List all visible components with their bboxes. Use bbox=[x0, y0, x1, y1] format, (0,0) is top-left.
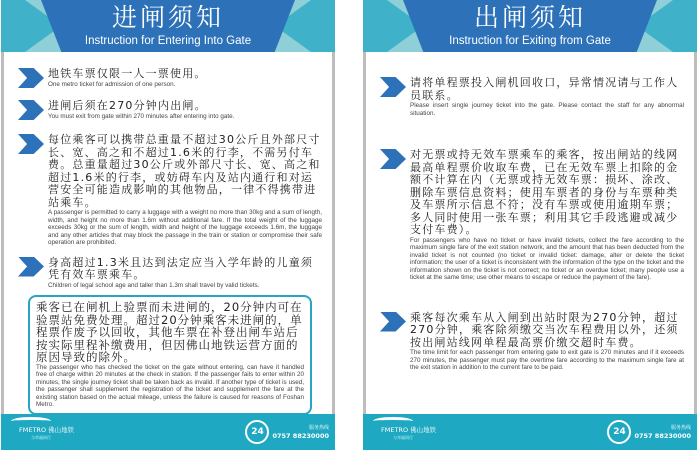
chevron-right-icon bbox=[18, 257, 44, 277]
item-text-cn: 身高超过1.3米且达到法定应当入学年龄的儿童须凭有效车票乘车。 bbox=[48, 255, 314, 281]
list-item bbox=[380, 77, 684, 117]
item-text-en: Please insert single journey ticket into the gate. Please contact the staff for any abnormal situation. bbox=[410, 102, 684, 117]
item-text-cn: 乘客每次乘车从入闸到出站时限为270分钟，超过270分钟，乘客除须缴交当次车程费用以外，还须按出闸站线网单程最高票价缴交超时车费。 bbox=[410, 310, 679, 349]
fmetro-logo bbox=[373, 417, 436, 441]
notice-text-en: The passenger who has checked the ticket on the gate without entering, can have it handled free of charge within 20 minutes at the check in station. If the passenger fails to enter within 20 minutes, the single journey ticket shall be taken back as invalid. If another type of ticket is used, the passenger shall supplement the registration of the ticket and supplement the fare at the existing station based on the actual mileage, unless the failure is caused for reasons of Foshan Metro. bbox=[36, 363, 304, 408]
fmetro-logo bbox=[11, 417, 74, 441]
instruction-list bbox=[380, 0, 684, 372]
chevron-right-icon bbox=[18, 68, 44, 88]
list-item bbox=[18, 134, 322, 247]
chevron-right-icon bbox=[380, 312, 406, 332]
poster-footer bbox=[363, 414, 697, 450]
item-text-en: One metro ticket for admission of one person. bbox=[48, 80, 176, 88]
chevron-right-icon bbox=[18, 134, 44, 154]
item-text-cn: 每位乘客可以携带总重量不超过30公斤且外部尺寸长、宽、高之和不超过1.6米的行李，不需另付车费。总重量超过30公斤或外部尺寸长、宽、高之和超过1.6米的行李，或妨碍车内及站内通行和对运营安全可能造成影响的其他物品，一律不得携带进站乘车。 bbox=[48, 133, 321, 209]
chevron-right-icon bbox=[380, 149, 406, 169]
item-text-en: A passenger is permitted to carry a luggage with a weight no more than 30kg and a sum of length, width, and height no more than 1.6m without additional fare. If the total weight of the luggage exceeds 30kg or the sum of length, width and height of the luggage exceeds 1.6m, the luggage and any other articles that may block the passage in the train or station or compromise their safe operation are prohibited. bbox=[48, 209, 322, 246]
hotline-label: 服务热线 bbox=[308, 424, 329, 431]
list-item bbox=[18, 68, 322, 88]
list-item bbox=[380, 149, 684, 282]
instruction-list bbox=[18, 0, 322, 415]
list-item bbox=[380, 312, 684, 372]
notice-box bbox=[28, 295, 312, 415]
chevron-right-icon bbox=[380, 77, 406, 97]
brand-name: FMETRO 佛山地铁 bbox=[381, 426, 437, 434]
list-item bbox=[18, 257, 322, 290]
swoosh-icon bbox=[373, 417, 413, 425]
hotline-text bbox=[272, 425, 329, 440]
entry-instructions-poster bbox=[1, 0, 335, 450]
slogan: 与幸福同行 bbox=[31, 435, 51, 440]
notice-text-cn: 乘客已在闸机上验票而未进闸的，20分钟内可在验票站免费处理。超过20分钟乘客未进闸的，单程票作废予以回收，其他车票在补登出闸车站后按实际里程补缴费用，但因佛山地铁运营方面的原因导致的除外。 bbox=[36, 300, 303, 364]
hotline-24: 24 bbox=[251, 427, 264, 437]
hotline-number: 0757 88230000 bbox=[272, 431, 329, 440]
item-text-en: For passengers who have no ticket or have invalid tickets, collect the fare according to the maximum single fare of the exit station network, and the amount that has been deducted from the invalid ticket is not counted (no ticket or invalid ticket: damage, alter or delete the ticket information; the user of a ticket is inconsistent with the information of the type on the ticket and the information shown on the ticket is not correct; no ticket or an overdue ticket; many people use a ticket at the same time; use other means to escape or reduce the payment of the fare). bbox=[410, 236, 684, 281]
poster-title-cn: 进闸须知 bbox=[111, 3, 224, 32]
chevron-right-icon bbox=[18, 100, 44, 120]
item-text-en: The time limit for each passenger from entering gate to exit gate is 270 minutes and if it exceeds 270 minutes, the passenger must pay the overtime fare according to the maximum single fare at the exit station in addition to the current fare to be paid. bbox=[410, 349, 684, 371]
slogan: 与幸福同行 bbox=[393, 435, 413, 440]
hotline-label: 服务热线 bbox=[670, 424, 691, 431]
item-text-en: Children of legal school age and taller than 1.3m shall travel by valid tickets. bbox=[48, 281, 260, 289]
hotline-badge bbox=[245, 418, 329, 446]
24h-icon bbox=[607, 420, 631, 444]
item-text-en: You must exit from gate within 270 minutes after entering into gate. bbox=[48, 112, 235, 120]
hotline-number: 0757 88230000 bbox=[634, 431, 691, 440]
item-text-cn: 请将单程票投入闸机回收口，异常情况请与工作人员联系。 bbox=[410, 76, 679, 102]
24h-icon bbox=[245, 420, 269, 444]
list-item bbox=[18, 100, 322, 120]
poster-title-cn: 出闸须知 bbox=[473, 3, 586, 32]
poster-footer bbox=[1, 414, 335, 450]
item-text-cn: 进闸后须在270分钟内出闸。 bbox=[48, 99, 207, 112]
item-text-cn: 地铁车票仅限一人一票使用。 bbox=[48, 67, 207, 80]
item-text-cn: 对无票或持无效车票乘车的乘客，按出闸站的线网最高单程票价收取车费，已在无效车票上扣除的金额不计算在内（无票或持无效车票：损坏、涂改、删除车票信息资料；使用车票者的身份与车票种类及车票所示信息不符；没有车票或使用逾期车票；多人同时使用一张车票；利用其它手段逃避或减少支付车费）。 bbox=[410, 148, 679, 236]
poster-title-en: Instruction for Exiting from Gate bbox=[449, 35, 611, 47]
hotline-24: 24 bbox=[613, 427, 626, 437]
poster-title-en: Instruction for Entering Into Gate bbox=[84, 35, 252, 47]
hotline-text bbox=[634, 425, 691, 440]
exit-instructions-poster bbox=[363, 0, 697, 450]
hotline-badge bbox=[607, 418, 691, 446]
brand-name: FMETRO 佛山地铁 bbox=[19, 426, 75, 434]
swoosh-icon bbox=[11, 417, 51, 425]
